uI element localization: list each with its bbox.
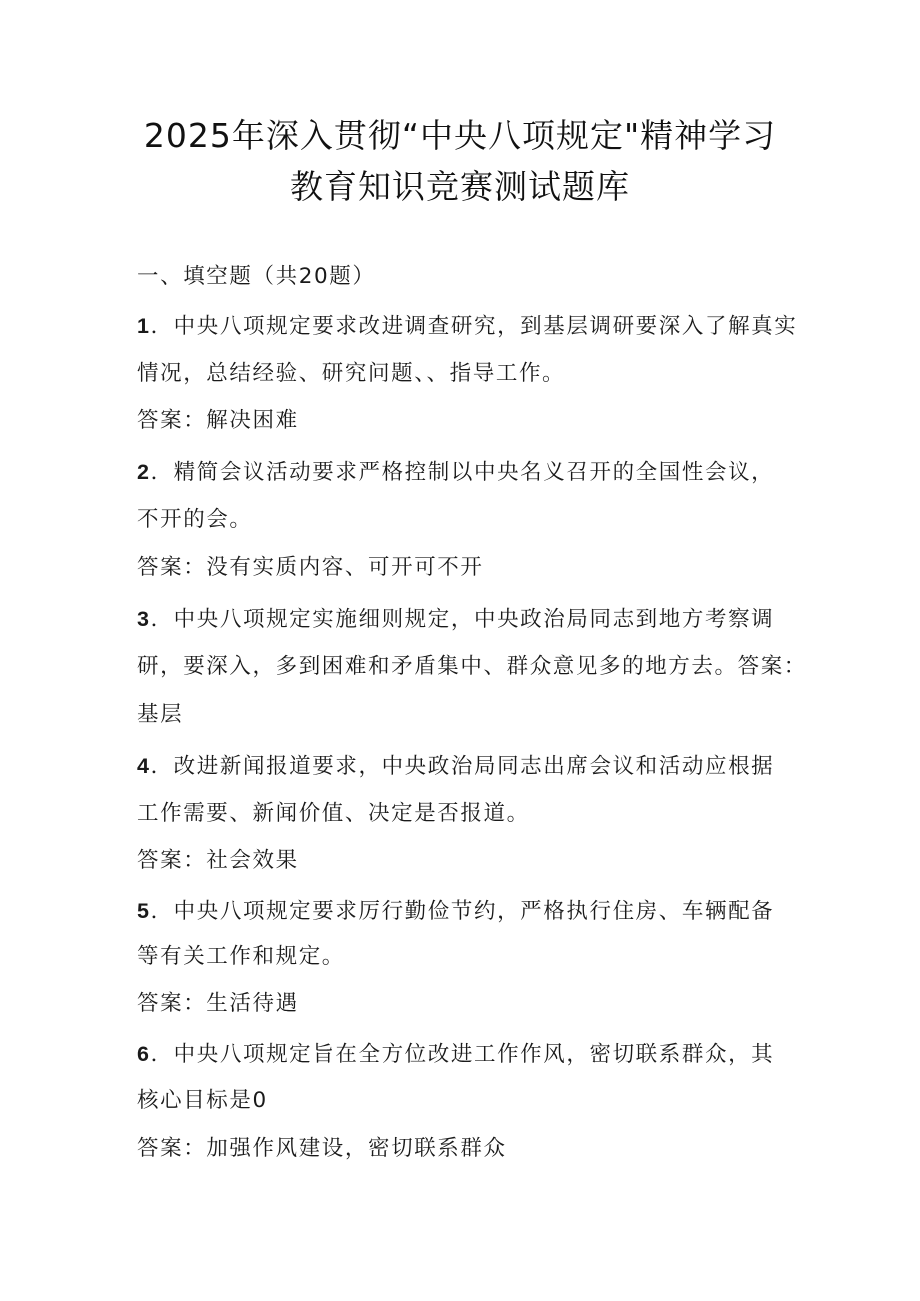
question-3-line-1 (137, 604, 797, 635)
question-3-line-3: 基层 (137, 702, 184, 727)
question-1-answer: 答案：解决困难 (137, 408, 299, 433)
question-3-line-2: 研，要深入，多到困难和矛盾集中、群众意见多的地方去。答案： (137, 654, 807, 679)
question-3-text-1: ．中央八项规定实施细则规定，中央政治局同志到地方考察调 (150, 607, 775, 632)
question-6-line-1 (137, 1039, 797, 1070)
question-1-text-1: ．中央八项规定要求改进调查研究，到基层调研要深入了解真实 (150, 314, 798, 339)
question-6-answer: 答案：加强作风建设，密切联系群众 (137, 1136, 507, 1161)
question-4-answer: 答案：社会效果 (137, 848, 299, 873)
question-3-number: 3 (137, 607, 151, 631)
question-4-line-2: 工作需要、新闻价值、决定是否报道。 (137, 801, 530, 826)
question-1-line-1 (137, 311, 797, 342)
question-6-number: 6 (137, 1042, 151, 1066)
question-5-line-2: 等有关工作和规定。 (137, 944, 345, 969)
section-heading: 一、填空题（共20题） (137, 264, 376, 289)
question-2-line-1 (137, 457, 797, 488)
question-4-number: 4 (137, 754, 151, 778)
question-6-line-2: 核心目标是0 (137, 1088, 268, 1113)
question-4-text-1: ．改进新闻报道要求，中央政治局同志出席会议和活动应根据 (150, 754, 775, 779)
question-2-answer: 答案：没有实质内容、可开可不开 (137, 555, 484, 580)
question-5-answer: 答案：生活待遇 (137, 991, 299, 1016)
question-5-line-1 (137, 896, 797, 927)
question-6-text-1: ．中央八项规定旨在全方位改进工作作风，密切联系群众，其 (150, 1042, 775, 1067)
question-2-number: 2 (137, 460, 151, 484)
question-2-text-1: ．精简会议活动要求严格控制以中央名义召开的全国性会议， (150, 460, 775, 485)
question-4-line-1 (137, 751, 797, 782)
question-5-number: 5 (137, 899, 151, 923)
question-2-line-2: 不开的会。 (137, 507, 253, 532)
question-1-line-2: 情况，总结经验、研究问题、、指导工作。 (137, 361, 566, 386)
question-5-text-1: ．中央八项规定要求厉行勤俭节约，严格执行住房、车辆配备 (150, 899, 775, 924)
question-1-number: 1 (137, 314, 151, 338)
document-title-line-2: 教育知识竞赛测试题库 (290, 167, 630, 206)
document-title-line-1: 2025年深入贯彻“中央八项规定"精神学习 (143, 116, 777, 155)
